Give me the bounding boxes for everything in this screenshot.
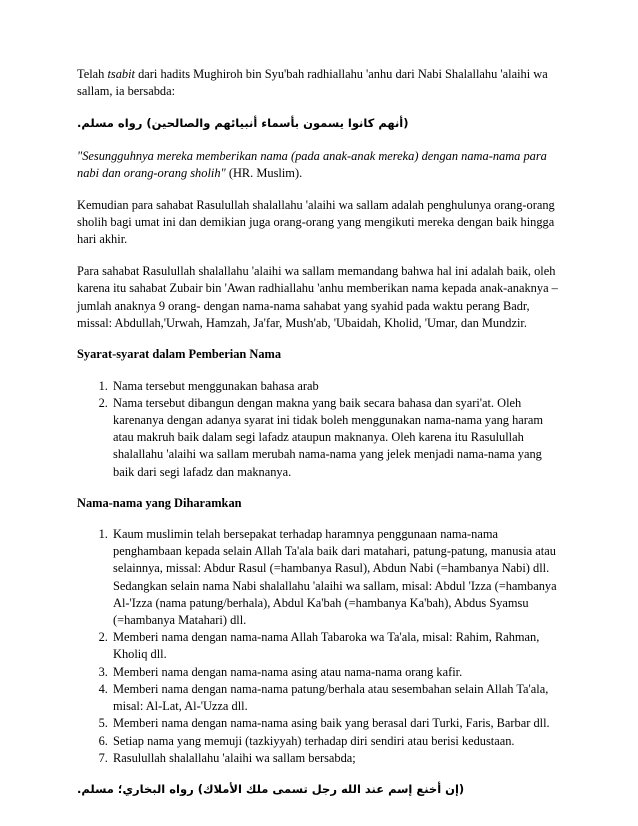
list-item: 5. Memberi nama dengan nama-nama asing baik yang berasal dari Turki, Faris, Barbar dll. [111, 715, 562, 732]
list-item: 2. Memberi nama dengan nama-nama Allah Tabaroka wa Ta'ala, misal: Rahim, Rahman, Kholiq dll. [111, 629, 562, 663]
intro-text-start: Telah [77, 67, 108, 81]
section-heading-diharamkan: Nama-nama yang Diharamkan [77, 495, 242, 510]
hadith-source: (HR. Muslim). [225, 166, 303, 181]
list-item: 3. Memberi nama dengan nama-nama asing atau nama-nama orang kafir. [111, 664, 562, 681]
list-item: 1. Kaum muslimin telah bersepakat terhadap haramnya penggunaan nama-nama penghambaan kepada selain Allah Ta'ala baik dari matahari, patung-patung, manusia atau selainnya, missal: Abdur Rasul (=hambanya Rasul), Abdun Nabi (=hambanya Nabi) dll. Sedangkan selain nama Nabi shalallahu 'alaihi wa sallam, misal: Abdul 'Izza (=hambanya Al-'Izza (nama patung/berhala), Abdul Ka'bah (=hambanya Ka'bah), Abdus Syamsu (=hambanya Matahari) dll. [111, 526, 562, 629]
section-heading-syarat: Syarat-syarat dalam Pemberian Nama [77, 347, 282, 362]
intro-paragraph [77, 66, 562, 100]
intro-text-end: dari hadits Mughiroh bin Syu'bah radhiallahu 'anhu dari Nabi Shalallahu 'alaihi wa sallam, ia bersabda: [77, 67, 548, 99]
syarat-list [77, 378, 562, 481]
translation-text: "Sesungguhnya mereka memberikan nama (pada anak-anak mereka) dengan nama-nama para nabi dan orang-orang sholih" [77, 149, 547, 181]
hadith-translation-1 [77, 148, 562, 182]
hadith-arabic-1: (أنهم كانوا يسمون بأسماء أنبيائهم والصالحين) رواه مسلم. [77, 115, 409, 130]
list-item: 1. Nama tersebut menggunakan bahasa arab [111, 378, 562, 395]
diharamkan-list [77, 526, 562, 767]
list-item: 2. Nama tersebut dibangun dengan makna yang baik secara bahasa dan syari'at. Oleh karenanya dengan adanya syarat ini tidak boleh menggunakan nama-nama yang haram atau makruh baik dalam segi lafadz ataupun maknanya. Oleh karena itu Rasulullah shalallahu 'alaihi wa sallam merubah nama-nama yang jelek menjadi nama-nama yang baik dari segi lafadz dan maknanya. [111, 395, 562, 481]
paragraph-zubair: Para sahabat Rasulullah shalallahu 'alaihi wa sallam memandang bahwa hal ini adalah baik, oleh karena itu sahabat Zubair bin 'Awan radhiallahu 'anhu memberikan nama kepada anak-anaknya –jumlah anaknya 9 orang- dengan nama-nama sahabat yang syahid pada waktu perang Badr, missal: Abdullah,'Urwah, Hamzah, Ja'far, Mush'ab, 'Ubaidah, Kholid, 'Umar, dan Mundzir. [77, 264, 558, 330]
intro-italic-word: tsabit [107, 67, 135, 81]
list-item: 4. Memberi nama dengan nama-nama patung/berhala atau sesembahan selain Allah Ta'ala, misal: Al-Lat, Al-'Uzza dll. [111, 681, 562, 715]
paragraph-sahabat: Kemudian para sahabat Rasulullah shalallahu 'alaihi wa sallam adalah penghulunya orang-orang sholih bagi umat ini dan demikian juga orang-orang yang mengikuti mereka dengan baik hingga hari akhir. [77, 198, 555, 247]
hadith-arabic-2: (إن أخنع إسم عند الله رجل تسمى ملك الأملاك) رواه البخاري؛ مسلم. [77, 781, 465, 796]
list-item: 7. Rasulullah shalallahu 'alaihi wa sallam bersabda; [111, 750, 562, 767]
list-item: 6. Setiap nama yang memuji (tazkiyyah) terhadap diri sendiri atau berisi kedustaan. [111, 733, 562, 750]
